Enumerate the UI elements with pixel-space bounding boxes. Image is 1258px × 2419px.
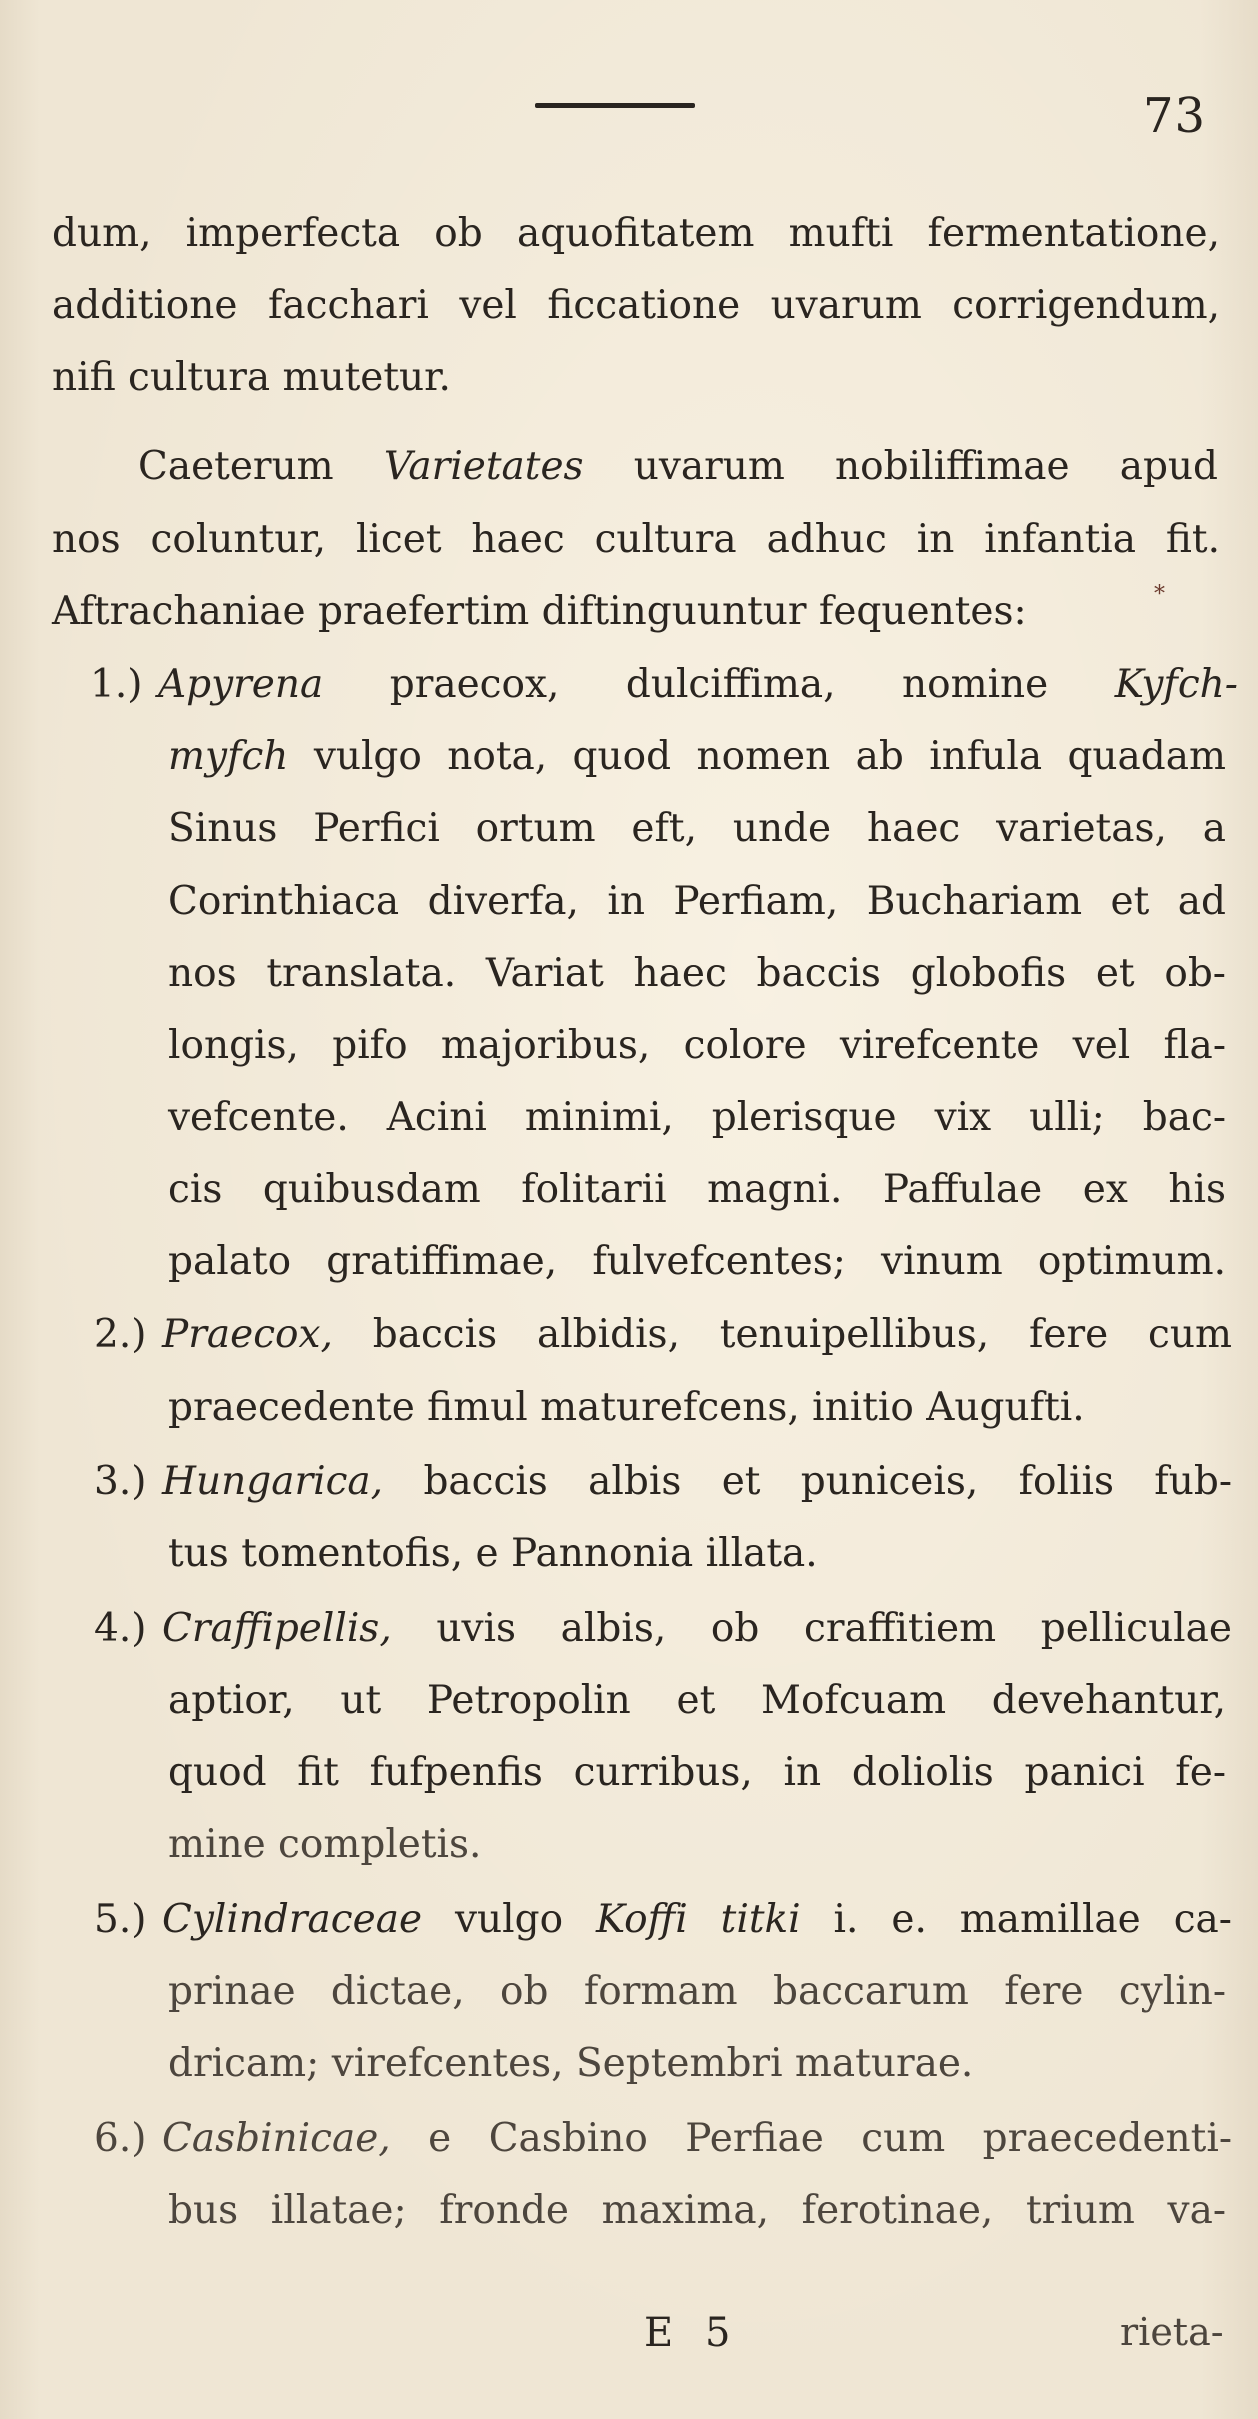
item6-line1: 6.) Casbinicae, e Casbino Perfiae cum praecedenti- — [94, 2116, 1232, 2161]
item4-line3: quod fit fufpenfis curribus, in doliolis panici fe- — [168, 1750, 1226, 1795]
item4-line1: 4.) Craffipellis, uvis albis, ob craffitiem pelliculae — [94, 1606, 1232, 1651]
para1-line1: dum, imperfecta ob aquofitatem mufti fermentatione, — [52, 211, 1220, 256]
item1-line1: 1.) Apyrena praecox, dulciffima, nomine Kyfch- — [90, 662, 1238, 707]
item4-line4: mine completis. — [168, 1822, 482, 1867]
para2-line3: Aftrachaniae praefertim diftinguuntur fequentes: — [52, 589, 1027, 634]
item5-line3: dricam; virefcentes, Septembri maturae. — [168, 2041, 974, 2086]
item1-line6: longis, pifo majoribus, colore virefcente vel fla- — [168, 1023, 1226, 1068]
para1-line3: nifi cultura mutetur. — [52, 355, 451, 400]
signature-mark-number: 5 — [705, 2310, 731, 2356]
item1-line7: vefcente. Acini minimi, plerisque vix ulli; bac- — [168, 1095, 1226, 1140]
item4-line2: aptior, ut Petropolin et Mofcuam devehantur, — [168, 1678, 1226, 1723]
signature-mark-letter: E — [644, 2310, 674, 2356]
item3-line1: 3.) Hungarica, baccis albis et puniceis, foliis fub- — [94, 1459, 1233, 1504]
item5-line2: prinae dictae, ob formam baccarum fere cylin- — [168, 1969, 1226, 2014]
item2-line2: praecedente fimul maturefcens, initio Augufti. — [168, 1385, 1085, 1430]
asterisk-mark: * — [1154, 582, 1165, 607]
item1-line9: palato gratiffimae, fulvefcentes; vinum optimum. — [168, 1239, 1226, 1284]
item5-line1: 5.) Cylindraceae vulgo Koffi titki i. e. mamillae ca- — [94, 1897, 1232, 1942]
item3-line2: tus tomentofis, e Pannonia illata. — [168, 1531, 818, 1576]
item1-line4: Corinthiaca diverfa, in Perfiam, Buchariam et ad — [168, 879, 1226, 924]
catchword: rieta- — [1120, 2310, 1224, 2354]
item1-line5: nos translata. Variat haec baccis globofis et ob- — [168, 951, 1226, 996]
item2-line1: 2.) Praecox, baccis albidis, tenuipellibus, fere cum — [94, 1312, 1232, 1357]
header-rule — [535, 103, 695, 108]
page-number: 73 — [1143, 88, 1207, 144]
para2-line2: nos coluntur, licet haec cultura adhuc in infantia fit. — [52, 517, 1220, 562]
item6-number: 6.) — [94, 2116, 147, 2161]
item1-line3: Sinus Perfici ortum eft, unde haec varietas, a — [168, 806, 1226, 851]
item1-number: 1.) — [90, 662, 143, 707]
item3-number: 3.) — [94, 1459, 147, 1504]
para2-line1: Caeterum Varietates uvarum nobiliffimae apud — [138, 444, 1218, 489]
item4-number: 4.) — [94, 1606, 147, 1651]
item2-number: 2.) — [94, 1312, 147, 1357]
para1-line2: additione facchari vel ficcatione uvarum corrigendum, — [52, 283, 1220, 328]
item5-number: 5.) — [94, 1897, 147, 1942]
item1-line2: myfch vulgo nota, quod nomen ab infula quadam — [168, 734, 1226, 779]
item6-line2: bus illatae; fronde maxima, ferotinae, trium va- — [168, 2188, 1226, 2233]
item1-line8: cis quibusdam folitarii magni. Paffulae ex his — [168, 1167, 1226, 1212]
